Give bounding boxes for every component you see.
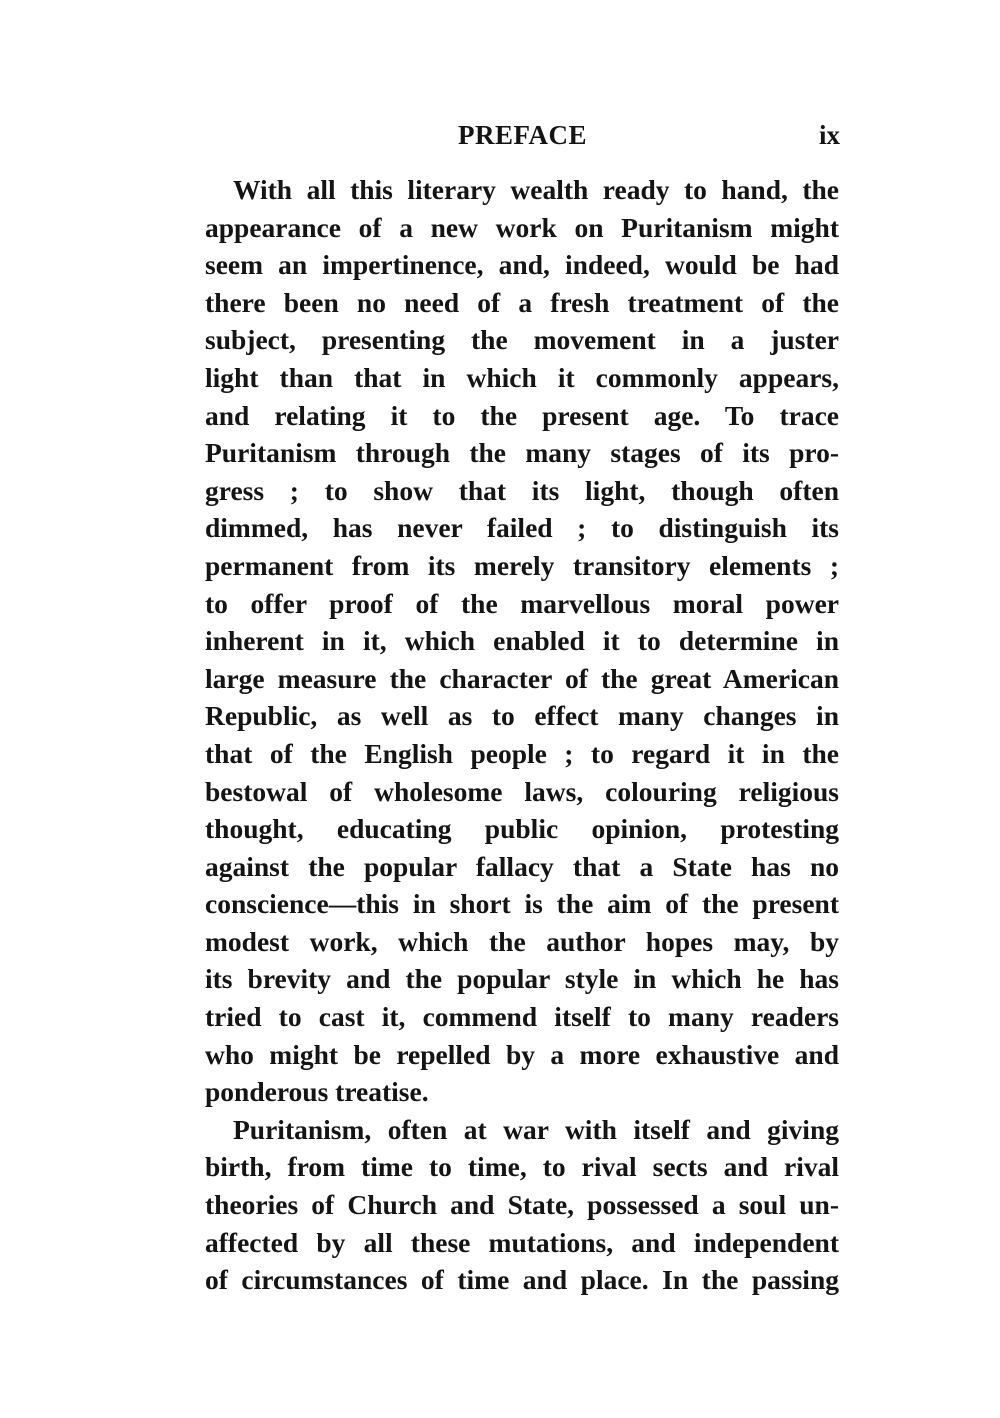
- text-line: Republic, as well as to effect many changes in: [205, 700, 839, 732]
- text-line: that of the English people ; to regard it in the: [205, 737, 839, 769]
- text-line: and relating it to the present age. To trace: [205, 399, 839, 431]
- text-line: ponderous treatise.: [205, 1076, 429, 1108]
- text-line: against the popular fallacy that a State has no: [205, 850, 839, 882]
- text-line: Puritanism through the many stages of its pro-: [205, 437, 839, 469]
- page-title: PREFACE: [458, 120, 587, 150]
- text-line: light than that in which it commonly appears,: [205, 361, 839, 393]
- text-line: large measure the character of the great American: [205, 662, 839, 694]
- text-line: With all this literary wealth ready to hand, the: [233, 174, 839, 205]
- text-line: who might be repelled by a more exhaustive and: [205, 1038, 839, 1070]
- text-line: permanent from its merely transitory elements ;: [205, 549, 839, 581]
- text-line: of circumstances of time and place. In the passing: [205, 1264, 839, 1296]
- text-line: inherent in it, which enabled it to determine in: [205, 625, 839, 657]
- text-line: birth, from time to time, to rival sects and rival: [205, 1151, 839, 1183]
- text-line: gress ; to show that its light, though often: [205, 474, 839, 506]
- text-line: dimmed, has never failed ; to distinguish its: [205, 512, 839, 544]
- text-line: subject, presenting the movement in a juster: [205, 324, 839, 356]
- running-head: [205, 117, 840, 157]
- text-line: modest work, which the author hopes may, by: [205, 925, 839, 957]
- page-number: ix: [818, 120, 840, 150]
- text-line: its brevity and the popular style in which he has: [205, 963, 839, 995]
- text-line: Puritanism, often at war with itself and giving: [233, 1113, 839, 1145]
- text-line: affected by all these mutations, and independent: [205, 1226, 839, 1258]
- text-line: bestowal of wholesome laws, colouring religious: [205, 775, 839, 807]
- text-line: seem an impertinence, and, indeed, would be had: [205, 249, 839, 281]
- text-line: to offer proof of the marvellous moral power: [205, 587, 839, 619]
- body-text: [205, 171, 839, 1299]
- text-line: appearance of a new work on Puritanism might: [205, 211, 839, 243]
- text-line: theories of Church and State, possessed a soul un-: [205, 1189, 839, 1221]
- text-line: conscience—this in short is the aim of the present: [205, 888, 839, 920]
- text-line: there been no need of a fresh treatment of the: [205, 286, 839, 318]
- text-line: tried to cast it, commend itself to many readers: [205, 1001, 839, 1033]
- text-line: thought, educating public opinion, protesting: [205, 813, 839, 845]
